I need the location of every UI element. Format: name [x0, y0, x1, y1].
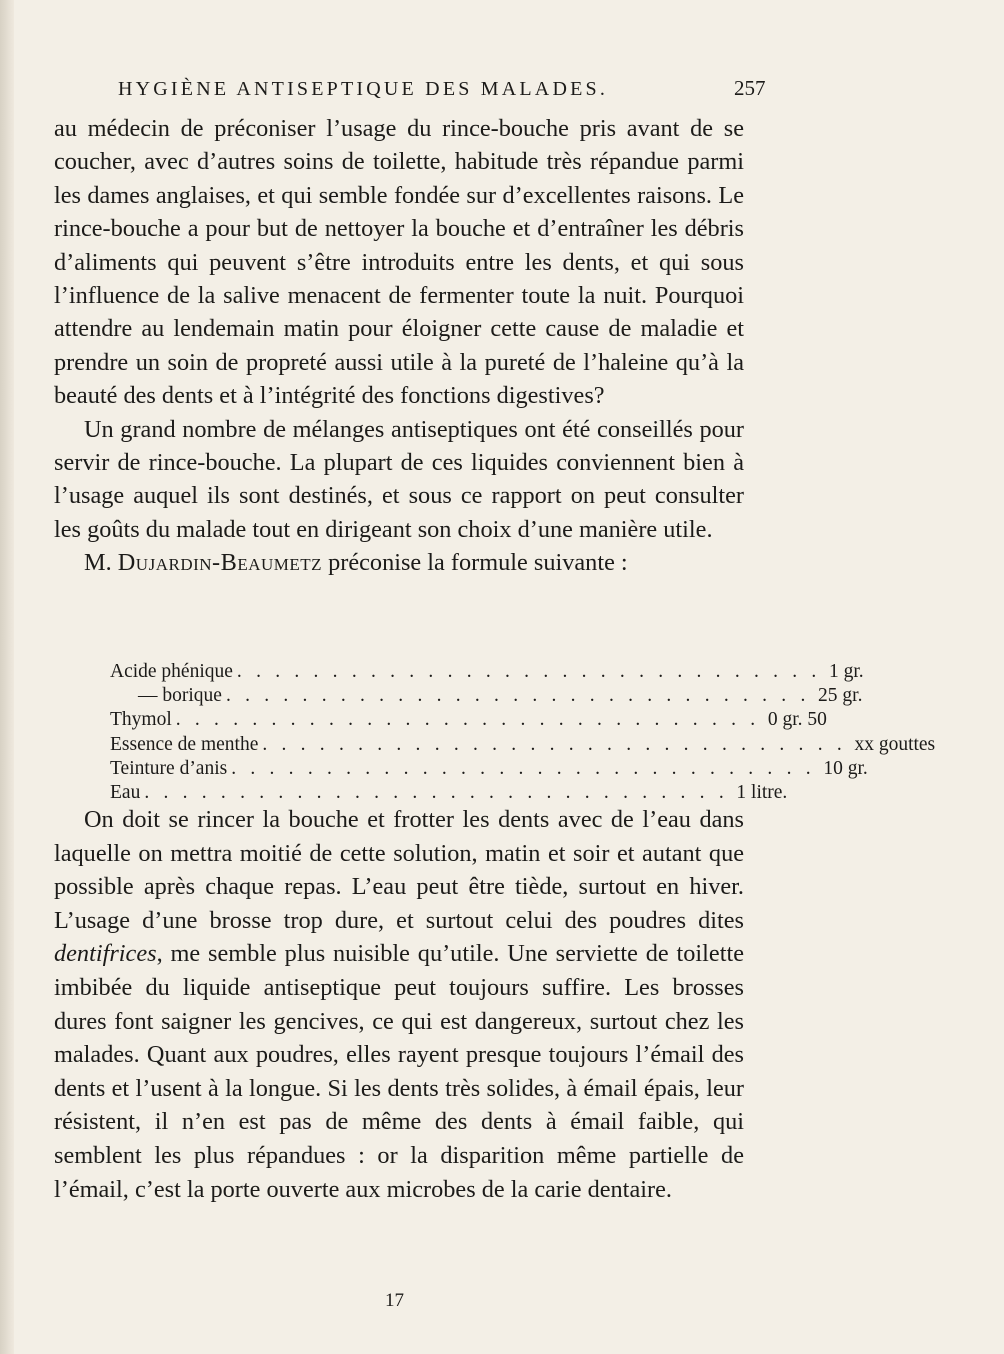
page-number: 257: [734, 76, 766, 100]
leader-dots: . . . . . . . . . . . . . . . . . . . . . . . . . . . . . . .: [225, 685, 811, 707]
leader-dots: . . . . . . . . . . . . . . . . . . . . . . . . . . . . . . .: [236, 661, 821, 682]
paragraph-3-suffix: préconise la formule suivante :: [322, 549, 628, 577]
formula-row: [110, 781, 788, 805]
formula-row: [110, 733, 936, 757]
author-name: Dujardin-Beaumetz: [117, 549, 323, 577]
paragraph-3-prefix: M.: [84, 549, 118, 577]
running-title: HYGIÈNE ANTISEPTIQUE DES MALADES.: [118, 78, 609, 100]
ingredient-quantity: 0 gr. 50: [767, 709, 827, 731]
formula-row: [110, 660, 864, 684]
ingredient-quantity: 1 litre.: [736, 782, 788, 804]
signature-mark: 17: [385, 1290, 404, 1311]
ingredient-name: Essence de menthe: [110, 733, 259, 755]
paragraph-3: [54, 546, 744, 579]
paragraph-2: Un grand nombre de mélanges antiseptiques ont été conseillés pour servir de rince-bouche. La plupart de ces liquides conviennent bien à l’usage auquel ils sont destinés, et sous ce rapport on peut consulter les goûts du malade tout en dirigeant son choix d’une manière utile.: [54, 415, 744, 543]
ingredient-quantity: 25 gr.: [818, 685, 863, 707]
formula-row: [110, 757, 868, 781]
ingredient-name: Thymol: [110, 709, 172, 731]
paragraph-4: [54, 803, 744, 1206]
ingredient-name: Teinture d’anis: [110, 757, 228, 779]
ingredient-quantity: 10 gr.: [823, 757, 868, 779]
leader-dots: . . . . . . . . . . . . . . . . . . . . . . . . . . . . . . .: [231, 757, 816, 779]
formula-row: [110, 708, 827, 732]
leader-dots: . . . . . . . . . . . . . . . . . . . . . . . . . . . . . . .: [262, 733, 847, 755]
paragraph-4-text: On doit se rincer la bouche et frotter les dents avec de l’eau dans laquelle on mettra moitié de cette solution, matin et soir et autant que possible après chaque repas. L’eau peut être tiède, surtout en hiver. L’usage d’une brosse trop dure, et surtout celui des poudres dites: [54, 806, 744, 934]
formula-table: [110, 660, 936, 805]
ingredient-quantity: xx gouttes: [854, 733, 936, 755]
body-text: [54, 112, 744, 580]
ingredient-name: Acide phénique: [110, 661, 233, 682]
formula-row: [110, 684, 863, 708]
ingredient-quantity: 1 gr.: [829, 661, 864, 682]
leader-dots: . . . . . . . . . . . . . . . . . . . . . . . . . . . . . . .: [144, 782, 729, 804]
italic-term: dentifrices: [54, 940, 157, 968]
page-edge: [0, 0, 14, 1354]
paragraph-1: au médecin de préconiser l’usage du rince-bouche pris avant de se coucher, avec d’autres soins de toilette, habitude très répandue parmi les dames anglaises, et qui semble fondée sur d’excellentes raisons. Le rince-bouche a pour but de nettoyer la bouche et d’entraîner les débris d’aliments qui peuvent s’être introduits entre les dents, et qui sous l’influence de la salive menacent de fermenter toute la nuit. Pourquoi attendre au lendemain matin pour éloigner cette cause de maladie et prendre un soin de propreté aussi utile à la pureté de l’haleine qu’à la beauté des dents et à l’intégrité des fonctions digestives?: [54, 115, 744, 410]
paragraph-4-rest: , me semble plus nuisible qu’utile. Une serviette de toilette imbibée du liquide antiseptique peut toujours suffire. Les brosses dures font saigner les gencives, ce qui est dangereux, surtout chez les malades. Quant aux poudres, elles rayent presque toujours l’émail des dents et l’usent à la longue. Si les dents très solides, à émail épais, leur résistent, il n’en est pas de même des dents à émail faible, qui semblent les plus répandues : or la disparition même partielle de l’émail, c’est la porte ouverte aux microbes de la carie dentaire.: [54, 940, 744, 1203]
ingredient-name: Eau: [110, 782, 141, 804]
body-text-continued: [54, 803, 744, 1206]
leader-dots: . . . . . . . . . . . . . . . . . . . . . . . . . . . . . . .: [175, 709, 760, 731]
ingredient-name: — borique: [138, 685, 222, 707]
